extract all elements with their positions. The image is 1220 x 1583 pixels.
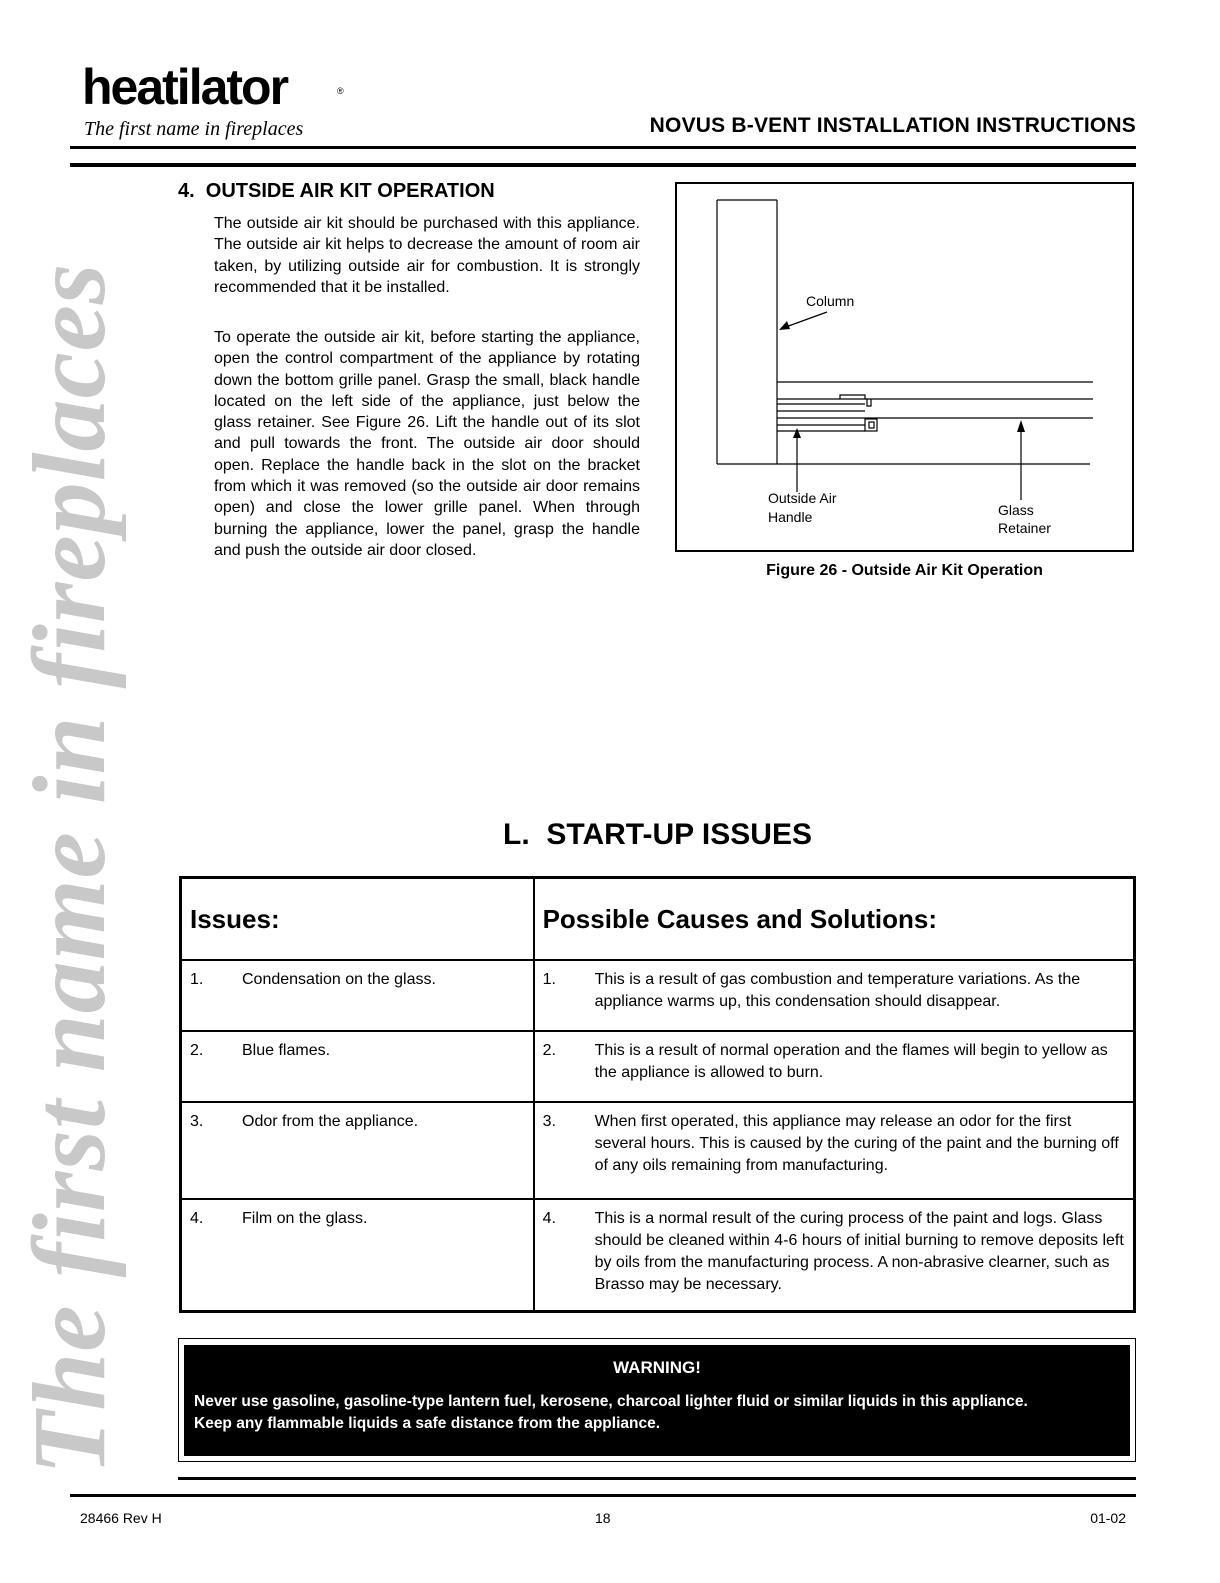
warning-box: [184, 1345, 1130, 1456]
solution-number: 4.: [542, 1210, 556, 1227]
header-rule: [70, 146, 1136, 149]
document-number: 28466 Rev H: [80, 1510, 162, 1526]
startup-issues-table: [179, 876, 1136, 1313]
side-watermark: The first name in fireplaces: [12, 262, 127, 1475]
solution-number: 1.: [542, 971, 556, 988]
label-outside-air-handle-line2: Handle: [768, 509, 813, 525]
brand-tagline: The first name in fireplaces: [84, 118, 304, 140]
issue-text: Blue flames.: [242, 1042, 331, 1059]
warning-title: WARNING!: [613, 1358, 701, 1377]
footer-rule-secondary: [70, 1494, 1136, 1497]
issue-number: 4.: [190, 1210, 204, 1227]
table-row: [181, 1199, 1135, 1311]
table-row: [181, 1102, 1135, 1199]
solution-text: This is a normal result of the curing process of the paint and logs. Glass should be cleaned within 4-6 hours of initial burning to remove deposits left by oils from the manufacturing process. A non-abrasive clearner, such as Brasso may be necessary.: [594, 1210, 1124, 1293]
table-row: [181, 960, 1135, 1031]
issue-number: 1.: [190, 971, 204, 988]
issue-number: 2.: [190, 1042, 204, 1059]
outside-air-kit-diagram: [675, 182, 1134, 552]
label-glass-retainer-line2: Retainer: [998, 520, 1051, 536]
document-title: NOVUS B-VENT INSTALLATION INSTRUCTIONS: [649, 114, 1136, 137]
label-outside-air-handle-line1: Outside Air: [768, 490, 837, 506]
column-header-solutions: Possible Causes and Solutions:: [534, 878, 1135, 961]
paragraph-intro: The outside air kit should be purchased with this appliance. The outside air kit helps to decrease the amount of room air taken, by utilizing outside air for combustion. It is strongly recommended that it be installed.: [214, 215, 640, 296]
header-rule-secondary: [70, 163, 1136, 167]
section-title-startup: L. START-UP ISSUES: [503, 818, 812, 851]
footer-rule: [178, 1477, 1136, 1480]
solution-number: 2.: [542, 1042, 556, 1059]
registered-mark: ®: [337, 86, 344, 96]
page-number: 18: [595, 1510, 611, 1526]
table-row: [181, 1031, 1135, 1102]
solution-text: This is a result of gas combustion and temperature variations. As the appliance warms up, this condensation should disappear.: [594, 971, 1081, 1010]
issue-text: Condensation on the glass.: [242, 971, 436, 988]
issue-number: 3.: [190, 1113, 204, 1130]
issue-text: Film on the glass.: [242, 1210, 368, 1227]
solution-text: When first operated, this appliance may release an odor for the first several hours. This is caused by the curing of the paint and the burning off of any oils remaining from manufacturing.: [594, 1113, 1119, 1174]
paragraph-operation: To operate the outside air kit, before starting the appliance, open the control compartment of the appliance by rotating down the bottom grille panel. Grasp the small, black handle located on the left side of the appliance, just below the glass retainer. See Figure 26. Lift the handle out of its slot and pull towards the front. The outside air door should open. Replace the handle back in the slot on the bracket from which it was removed (so the outside air door remains open) and close the lower grille panel. When through burning the appliance, lower the panel, grasp the handle and push the outside air door closed.: [214, 329, 640, 559]
label-column: Column: [806, 293, 855, 309]
warning-text-line2: Keep any flammable liquids a safe distance from the appliance.: [194, 1415, 661, 1432]
revision-date: 01-02: [1090, 1510, 1126, 1526]
section-heading: 4. OUTSIDE AIR KIT OPERATION: [178, 180, 495, 202]
table-header-row: [181, 878, 1135, 961]
column-header-issues: Issues:: [181, 878, 534, 961]
label-glass-retainer-line1: Glass: [998, 502, 1034, 518]
issue-text: Odor from the appliance.: [242, 1113, 419, 1130]
warning-text-line1: Never use gasoline, gasoline-type lantern fuel, kerosene, charcoal lighter fluid or similar liquids in this appliance.: [194, 1393, 1028, 1410]
brand-logo: heatilator: [82, 59, 288, 115]
solution-number: 3.: [542, 1113, 556, 1130]
figure-caption: Figure 26 - Outside Air Kit Operation: [766, 562, 1043, 579]
solution-text: This is a result of normal operation and the flames will begin to yellow as the appliance is allowed to burn.: [594, 1042, 1108, 1081]
